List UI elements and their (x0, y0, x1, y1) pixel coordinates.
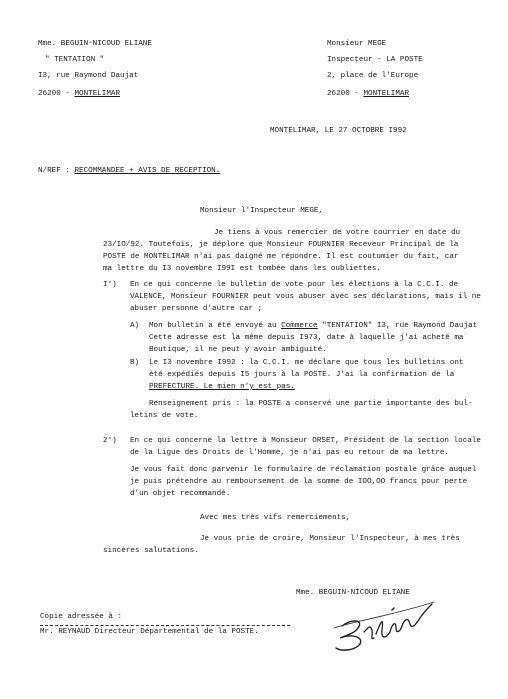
reference-value: RECOMMANDEE + AVIS DE RECEPTION. (74, 167, 221, 175)
sender-city: MONTELIMAR (74, 90, 121, 98)
intro-line-3: POSTE de MONTELIMAR n'ai pas daigné me répondre. Il est coutumier du fait, car (103, 253, 459, 261)
form-line-1: Je vous fait donc parvenir le formulaire de réclamation postale grâce auquel (130, 466, 477, 474)
sender-street: I3, rue Raymond Daujat (38, 72, 139, 80)
date-line: MONTELIMAR, LE 27 OCTOBRE I992 (270, 127, 407, 135)
thanks-line: Avec mes très vifs remerciements, (200, 514, 351, 522)
point1-marker: I°) (103, 281, 117, 289)
point1-line-2: VALENCE, Monsieur FOURNIER peut vous abuser avec ses déclarations, mais il ne (130, 293, 481, 301)
recipient-name: Monsieur MEGE (327, 40, 387, 48)
intro-line-4: ma lettre du I3 novembre I99I est tombée dans les oubliettes. (103, 265, 381, 273)
closing-line-1: Je vous prie de croire, Monsieur l'Inspecteur, à mes très (200, 535, 460, 543)
point2-line-2: de la Ligue des Droits de l'Homme, je n'ai pas eu retour de ma lettre. (130, 449, 449, 457)
sender-city-line (38, 90, 120, 99)
recipient-postcode: 26200 - (327, 90, 364, 98)
reference-label: N/REF : (38, 167, 75, 175)
point2-marker: 2°) (103, 437, 117, 445)
handwritten-signature (330, 594, 440, 656)
copy-label: Copie adressée à : (40, 613, 123, 621)
copy-separator (40, 625, 290, 626)
point1-a-line-2: Cette adresse est la même depuis I973, date à laquelle j'ai acheté ma (149, 334, 464, 342)
copy-line: Mr. REYNAUD Directeur Départemental de la POSTE. (40, 628, 259, 636)
info-line-2: letins de vote. (130, 412, 199, 420)
point1-a-line-1: Mon bulletin a été envoyé au Commerce "TENTATION" I3, rue Raymond Daujat (149, 322, 478, 330)
intro-line-1: Je tiens à vous remercier de votre courrier en date du (214, 229, 461, 237)
signature-name: Mme. BEGUIN-NICOUD ELIANE (296, 589, 410, 597)
info-line-1: Renseignement pris : la POSTE a conservé une partie importante des bul- (149, 400, 473, 408)
closing-line-2: sincères salutations. (103, 547, 199, 555)
intro-line-2: 23/IO/92. Toutefois, je déplore que Monsieur FOURNIER Receveur Principal de la (103, 241, 459, 249)
point1-b-line-3: PREFECTURE. Le mien n'y est pas. (149, 383, 295, 391)
point2-line-1: En ce qui concerne la lettre à Monsieur ORSET, Président de la section locale (130, 437, 481, 445)
form-line-2: je puis prétendre au remboursement de la somme de IOO,OO francs pour perte (130, 478, 468, 486)
reference-line (38, 167, 220, 176)
sender-name: Mme. BEGUIN-NICOUD ELIANE (38, 40, 152, 48)
recipient-title: Inspecteur - LA POSTE (327, 56, 423, 64)
recipient-city: MONTELIMAR (363, 90, 410, 98)
recipient-street: 2, place de l'Europe (327, 72, 419, 80)
sender-postcode: 26200 - (38, 90, 75, 98)
form-line-3: d'un objet recommandé. (130, 490, 231, 498)
point1-line-1: En ce qui concerne le bulletin de vote pour les élections à la C.C.I. de (130, 281, 459, 289)
point1-line-3: abuser personne d'autre car ; (130, 305, 263, 313)
point1-a-line-3: Boutique, il ne peut y avoir ambiguité. (149, 346, 327, 354)
point1-a-marker: A) (130, 322, 140, 330)
point1-b-line-1: Le I3 novembre I992 : la C.C.I. me déclare que tous les bulletins ont (149, 359, 464, 367)
salutation: Monsieur l'Inspecteur MEGE, (200, 207, 324, 215)
point1-b-line-2: été expédiés depuis I5 jours à la POSTE. J'ai la confirmation de la (149, 371, 455, 379)
commerce-link-text: Commerce (281, 322, 318, 330)
sender-shop: " TENTATION " (45, 56, 105, 64)
point1-b-marker: B) (130, 359, 140, 367)
recipient-city-line (327, 90, 409, 99)
